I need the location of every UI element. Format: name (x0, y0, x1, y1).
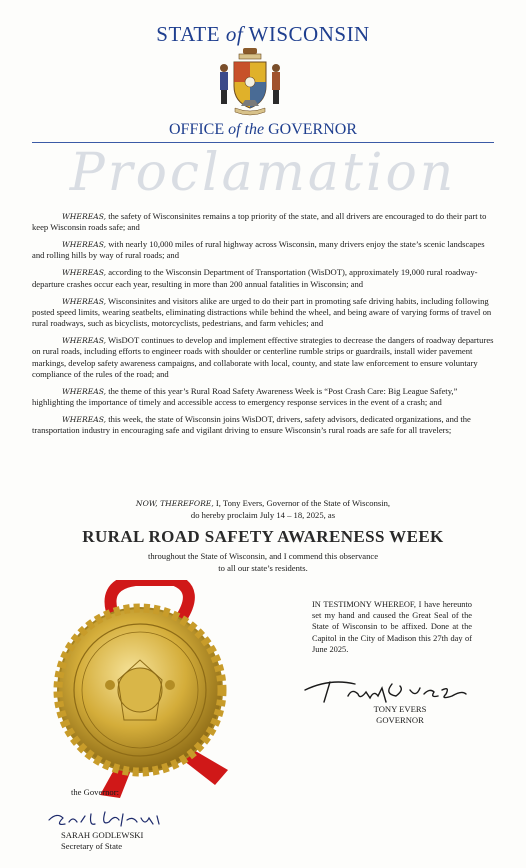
commend-line-2: to all our state’s residents. (218, 562, 308, 573)
governor-signature (300, 668, 470, 704)
whereas-text: the theme of this year’s Rural Road Safety Awareness Week is “Post Crash Care: Big League Safety,” highlighting the importance of timely and accessible access to emergency response services in the event of a crash; and (32, 385, 458, 408)
whereas-text: WisDOT continues to develop and implement effective strategies to decrease the dangers of roadway departures on rural roads, including efforts to engineer roads with shoulder or centerline rumble strips or guardrails, install wider pavement markings, develop safety awareness campaigns, and collaborate with local, county, and state law enforcement to ensure voluntary compliance of the rules of the road; and (32, 335, 494, 379)
state-title-post: WISCONSIN (243, 22, 370, 46)
proclamation-watermark: Proclamation (69, 143, 457, 203)
secretary-name: SARAH GODLEWSKI (61, 830, 144, 840)
governor-title: GOVERNOR (376, 715, 424, 725)
whereas-lead: WHEREAS, (62, 415, 107, 425)
commend-line-1: throughout the State of Wisconsin, and I commend this observance (147, 551, 379, 561)
wisconsin-coat-of-arms-icon (213, 46, 287, 120)
office-title-of: of the (228, 121, 265, 138)
whereas-clause-2 (32, 239, 494, 262)
proclaim-line-1-text: I, Tony Evers, Governor of the State of Wisconsin, (213, 498, 391, 508)
proclamation-week-title: RURAL ROAD SAFETY AWARENESS WEEK (82, 527, 444, 546)
by-the-governor: the Governor: (71, 787, 119, 797)
office-title-post: GOVERNOR (264, 121, 357, 138)
whereas-text: according to the Wisconsin Department of Transportation (WisDOT), approximately 19,000 rural roadway-departure crashes occur each year, resulting in more than 200 annual fatalities in Wisconsin; and (32, 267, 478, 289)
commend-statement (0, 551, 526, 574)
whereas-clauses (32, 211, 494, 442)
secretary-signature (45, 804, 165, 832)
whereas-text: Wisconsinites and visitors alike are urged to do their part in promoting safe driving habits, including following posted speed limits, wearing seatbelts, eliminating distractions while behind the wheel, and being aware of varying forms of travel on rural roadways, such as bicyclists, motorcyclists, pedestrians, and farm vehicles; and (32, 295, 492, 329)
whereas-text: the safety of Wisconsinites remains a top priority of the state, and all drivers are encouraged to do their part to keep Wisconsin roads safe; and (32, 211, 487, 233)
whereas-lead: WHEREAS, (62, 296, 107, 306)
governor-name-block (350, 704, 450, 726)
great-seal-icon (40, 580, 240, 810)
whereas-lead: WHEREAS, (62, 240, 107, 250)
governor-name: TONY EVERS (373, 704, 427, 714)
testimony-statement: IN TESTIMONY WHEREOF, I have hereunto set my hand and caused the Great Seal of the State of Wisconsin to be affixed. Done at the Capitol in the City of Madison this 27th day of June 2025. (312, 600, 472, 654)
whereas-lead: WHEREAS, (62, 268, 107, 278)
state-title-pre: STATE (156, 22, 226, 46)
state-title-of: of (225, 22, 244, 46)
proclaim-lead: NOW, THEREFORE, (135, 499, 214, 508)
whereas-text: this week, the state of Wisconsin joins WisDOT, drivers, safety advisors, dedicated organizations, and the transportation industry in encouraging safe and vigilant driving to ensure Wisconsin’s rural roads are safe for all travelers; (32, 414, 471, 436)
whereas-clause-5 (32, 335, 494, 380)
whereas-clause-7 (32, 414, 494, 437)
secretary-title: Secretary of State (61, 841, 123, 851)
proclaim-line-1 (0, 498, 526, 510)
whereas-clause-4 (32, 296, 494, 330)
secretary-name-block (61, 830, 143, 852)
state-title (0, 22, 526, 47)
whereas-text: with nearly 10,000 miles of rural highway across Wisconsin, many drivers enjoy the state’s scenic landscapes and rolling hills by way of rural roads; and (32, 239, 485, 261)
office-title-pre: OFFICE (168, 121, 229, 138)
whereas-clause-6 (32, 386, 494, 409)
office-title (0, 121, 526, 139)
whereas-lead: WHEREAS, (62, 212, 107, 221)
whereas-lead: WHEREAS, (62, 336, 107, 346)
whereas-clause-3 (32, 267, 494, 290)
whereas-clause-1 (32, 211, 494, 234)
whereas-lead: WHEREAS, (62, 386, 107, 396)
proclaim-line-2: do hereby proclaim July 14 – 18, 2025, as (190, 509, 336, 520)
proclaim-statement (0, 498, 526, 521)
